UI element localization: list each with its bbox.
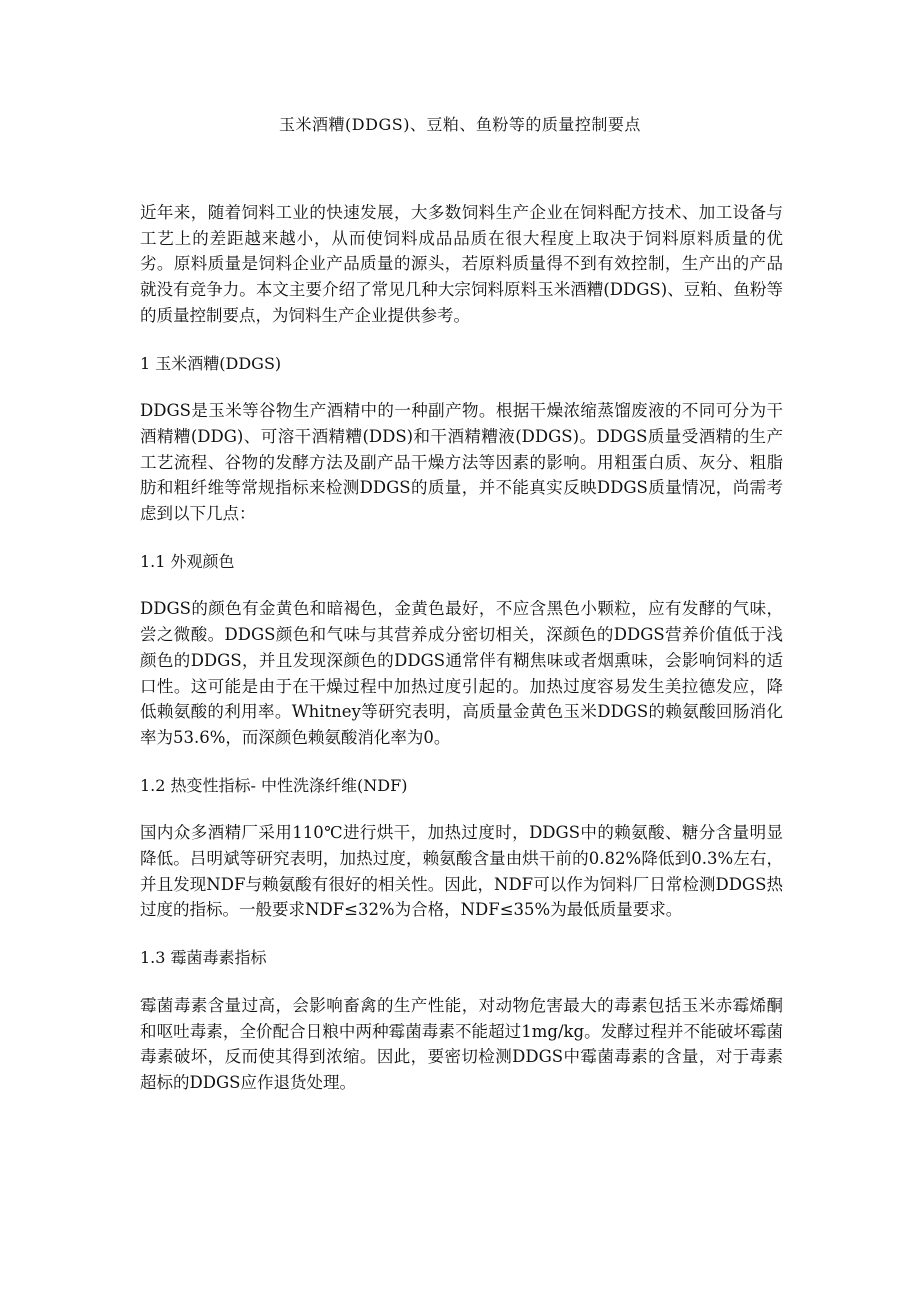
section-1-1-paragraph: DDGS的颜色有金黄色和暗褐色，金黄色最好，不应含黑色小颗粒，应有发酵的气味，尝之微酸。DDGS颜色和气味与其营养成分密切相关，深颜色的DDGS营养价值低于浅颜色的DDGS，并且发现深颜色的DDGS通常伴有糊焦味或者烟熏味，会影响饲料的适口性。这可能是由于在干燥过程中加热过度引起的。加热过度容易发生美拉德发应，降低赖氨酸的利用率。Whitney等研究表明，高质量金黄色玉米DDGS的赖氨酸回肠消化率为53.6%，而深颜色赖氨酸消化率为0。 (140, 599, 783, 747)
section-1-heading: 1 玉米酒糟(DDGS) (140, 353, 282, 373)
document-body (140, 200, 783, 1118)
section-1-3-paragraph: 霉菌毒素含量过高，会影响畜禽的生产性能，对动物危害最大的毒素包括玉米赤霉烯酮和呕吐毒素，全价配合日粮中两种霉菌毒素不能超过1mg/kg。发酵过程并不能破坏霉菌毒素破坏，反而使其得到浓缩。因此，要密切检测DDGS中霉菌毒素的含量，对于毒素超标的DDGS应作退货处理。 (140, 995, 783, 1092)
section-1-3-heading: 1.3 霉菌毒素指标 (140, 948, 267, 968)
section-1-1-heading: 1.1 外观颜色 (140, 551, 235, 571)
section-1-paragraph: DDGS是玉米等谷物生产酒精中的一种副产物。根据干燥浓缩蒸馏废液的不同可分为干酒精糟(DDG)、可溶干酒精糟(DDS)和干酒精糟液(DDGS)。DDGS质量受酒精的生产工艺流程、谷物的发酵方法及副产品干燥方法等因素的影响。用粗蛋白质、灰分、粗脂肪和粗纤维等常规指标来检测DDGS的质量，并不能真实反映DDGS质量情况，尚需考虑到以下几点： (140, 401, 783, 524)
intro-paragraph: 近年来，随着饲料工业的快速发展，大多数饲料生产企业在饲料配方技术、加工设备与工艺上的差距越来越小，从而使饲料成品品质在很大程度上取决于饲料原料质量的优劣。原料质量是饲料企业产品质量的源头，若原料质量得不到有效控制，生产出的产品就没有竞争力。本文主要介绍了常见几种大宗饲料原料玉米酒糟(DDGS)、豆粕、鱼粉等的质量控制要点，为饲料生产企业提供参考。 (140, 203, 783, 325)
section-1-2-heading: 1.2 热变性指标- 中性洗涤纤维(NDF) (140, 775, 408, 795)
document-title: 玉米酒糟(DDGS)、豆粕、鱼粉等的质量控制要点 (279, 115, 641, 134)
section-1-2-paragraph: 国内众多酒精厂采用110℃进行烘干，加热过度时，DDGS中的赖氨酸、糖分含量明显降低。吕明斌等研究表明，加热过度，赖氨酸含量由烘干前的0.82%降低到0.3%左右，并且发现NDF与赖氨酸有很好的相关性。因此，NDF可以作为饲料厂日常检测DDGS热过度的指标。一般要求NDF≤32%为合格，NDF≤35%为最低质量要求。 (140, 823, 783, 920)
